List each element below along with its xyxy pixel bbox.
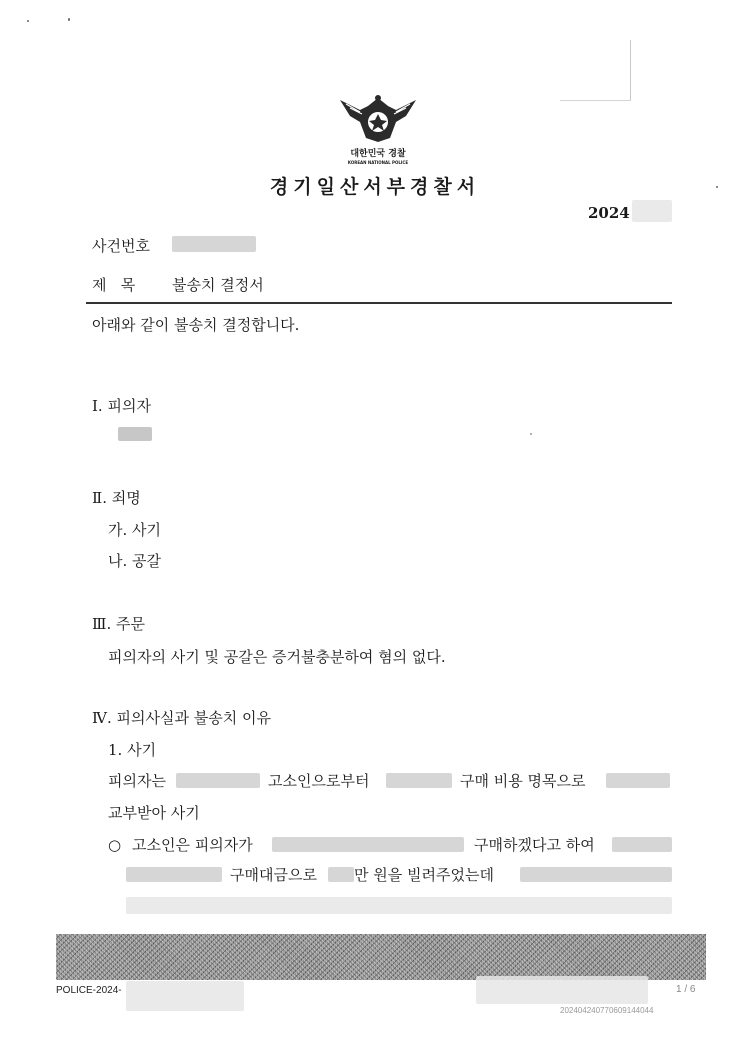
scan-speck (68, 18, 70, 21)
para-text: 피의자는 (108, 772, 166, 790)
header-divider (86, 302, 672, 304)
redacted-text (606, 773, 670, 788)
bullet-text: 만 원을 빌려주었는데 (354, 866, 494, 884)
footer-page-number: 1 / 6 (676, 984, 696, 995)
redacted-text (612, 837, 672, 852)
redacted-line (126, 897, 672, 914)
section-1-heading (92, 396, 151, 416)
redacted-text (176, 773, 260, 788)
redacted-text (272, 837, 464, 852)
scan-edge-line (630, 40, 631, 100)
redacted-text (328, 867, 354, 882)
scan-speck (27, 20, 29, 22)
section-4-title: 피의사실과 불송치 이유 (116, 709, 271, 727)
subsection-fraud: 1. 사기 (108, 741, 157, 759)
scan-speck (530, 433, 532, 435)
section-2-title: 죄명 (111, 489, 141, 507)
redacted-case-number (172, 236, 256, 252)
emblem-name-en: KOREAN NATIONAL POLICE (347, 160, 409, 165)
redacted-text (386, 773, 452, 788)
section-3-numeral: Ⅲ. (92, 615, 112, 633)
section-3-body: 피의자의 사기 및 공갈은 증거불충분하여 혐의 없다. (108, 648, 446, 666)
redacted-text (126, 867, 222, 882)
footer-serial: 202404240770609144044 (560, 1006, 654, 1015)
section-3-title: 주문 (116, 615, 145, 633)
section-3-heading (92, 614, 145, 634)
redacted-date (632, 200, 672, 222)
redacted-doc-id (126, 981, 244, 1011)
redacted-text (520, 867, 672, 882)
office-title: 경기일산서부경찰서 (269, 176, 481, 198)
charge-item: 나. 공갈 (108, 552, 162, 570)
subject-value: 불송치 결정서 (172, 276, 264, 294)
bullet-marker: ○ (108, 836, 122, 854)
scan-speck (716, 186, 718, 188)
intro-text: 아래와 같이 불송치 결정합니다. (92, 316, 300, 334)
scan-edge-line (560, 100, 631, 101)
redacted-suspect-name (118, 427, 152, 441)
para-text: 구매 비용 명목으로 (460, 772, 586, 790)
redacted-footer-info (476, 976, 648, 1004)
section-1-numeral: Ⅰ. (92, 397, 103, 415)
section-1-title: 피의자 (107, 397, 151, 415)
issue-year: 2024 (588, 204, 630, 222)
police-emblem (338, 92, 418, 165)
case-number-label: 사건번호 (92, 237, 150, 255)
section-2-heading (92, 488, 141, 508)
section-4-numeral: Ⅳ. (92, 709, 112, 727)
para-text: 교부받아 사기 (108, 804, 200, 822)
footer-doc-id: POLICE-2024- (56, 985, 122, 996)
section-2-numeral: Ⅱ. (92, 489, 107, 507)
para-text: 고소인으로부터 (268, 772, 370, 790)
section-4-heading (92, 708, 271, 728)
bullet-text: 구매대금으로 (230, 866, 317, 884)
bullet-text: 고소인은 피의자가 (132, 836, 253, 854)
bullet-text: 구매하겠다고 하여 (474, 836, 595, 854)
emblem-name-ko: 대한민국 경찰 (350, 149, 406, 159)
eagle-emblem-icon (338, 92, 418, 144)
issue-date (588, 203, 630, 222)
security-pattern-band (56, 934, 706, 980)
charge-item: 가. 사기 (108, 521, 162, 539)
subject-label: 제 목 (92, 276, 136, 294)
